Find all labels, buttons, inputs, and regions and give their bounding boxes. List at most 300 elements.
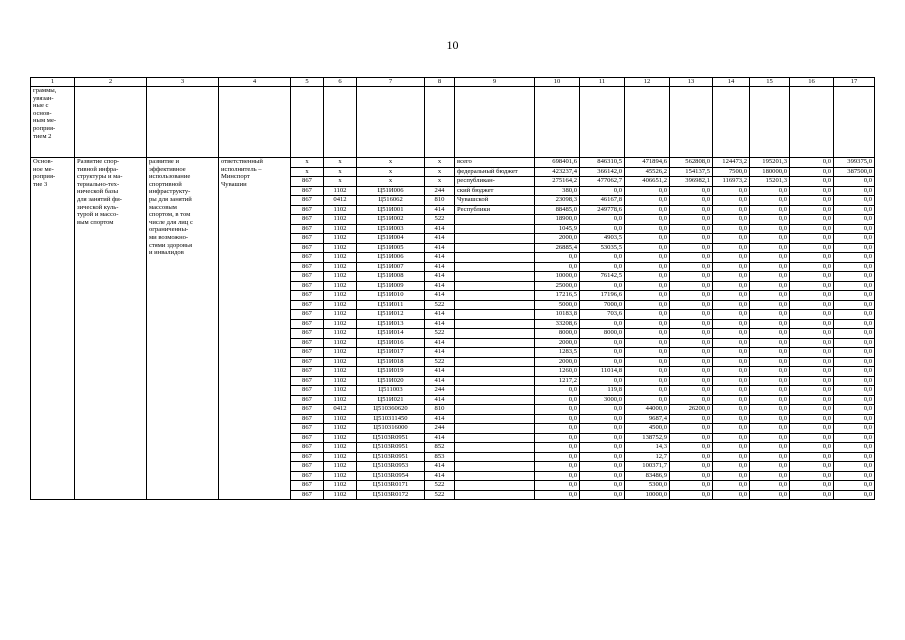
cell-c12: 0,0 xyxy=(625,186,670,196)
empty-cell xyxy=(324,87,357,158)
cell-c9 xyxy=(455,243,535,253)
cell-c15: 0,0 xyxy=(750,196,790,206)
cell-c16: 0,0 xyxy=(790,281,834,291)
cell-c13: 0,0 xyxy=(670,376,713,386)
cell-line: териально-тех- xyxy=(77,180,120,188)
cell-c7: Ц5103R0954 xyxy=(357,471,425,481)
cell-c5: 867 xyxy=(291,414,324,424)
cell-c6: 1102 xyxy=(324,329,357,339)
cell-c10: 33208,6 xyxy=(535,319,580,329)
cell-c17: 0,0 xyxy=(834,367,875,377)
cell-c9 xyxy=(455,319,535,329)
cell-c7: Ц5103R0172 xyxy=(357,490,425,500)
cell-c5: 867 xyxy=(291,424,324,434)
cell-c14: 0,0 xyxy=(713,234,750,244)
column-number-cell: 16 xyxy=(790,78,834,87)
continuation-line: роприя- xyxy=(33,124,56,132)
cell-c11: 53035,5 xyxy=(580,243,625,253)
cell-c7: Ц510316000 xyxy=(357,424,425,434)
cell-line: массовым xyxy=(149,203,177,211)
cell-c11: 0,0 xyxy=(580,490,625,500)
cell-c11: 0,0 xyxy=(580,452,625,462)
cell-c11: 119,8 xyxy=(580,386,625,396)
cell-c6: 1102 xyxy=(324,424,357,434)
cell-c11: 703,6 xyxy=(580,310,625,320)
continuation-line: увязан- xyxy=(33,94,54,102)
cell-line: инфраструкту- xyxy=(149,188,191,196)
cell-c5: 867 xyxy=(291,386,324,396)
cell-c14: 0,0 xyxy=(713,462,750,472)
cell-c14: 0,0 xyxy=(713,490,750,500)
cell-c7: Ц51И020 xyxy=(357,376,425,386)
cell-c13: 0,0 xyxy=(670,443,713,453)
cell-c12: 0,0 xyxy=(625,310,670,320)
cell-c12: 0,0 xyxy=(625,319,670,329)
cell-c17: 0,0 xyxy=(834,490,875,500)
cell-c6: 1102 xyxy=(324,462,357,472)
cell-c12: 45526,2 xyxy=(625,167,670,177)
cell-c14: 0,0 xyxy=(713,376,750,386)
cell-c6: 0412 xyxy=(324,405,357,415)
cell-c6: 1102 xyxy=(324,253,357,263)
cell-line: исполнитель – xyxy=(221,165,262,173)
cell-c14: 0,0 xyxy=(713,452,750,462)
cell-c6: 1102 xyxy=(324,291,357,301)
cell-line: ми возможно- xyxy=(149,233,189,241)
cell-c6: 1102 xyxy=(324,205,357,215)
cell-c17: 0,0 xyxy=(834,424,875,434)
cell-c14: 0,0 xyxy=(713,386,750,396)
cell-c8: 244 xyxy=(425,424,455,434)
cell-c9: Республики xyxy=(455,205,535,215)
continuation-line: основ- xyxy=(33,109,52,117)
cell-c12: 12,7 xyxy=(625,452,670,462)
cell-c10: 1260,0 xyxy=(535,367,580,377)
cell-c12: 0,0 xyxy=(625,224,670,234)
cell-c16: 0,0 xyxy=(790,196,834,206)
cell-c11: 0,0 xyxy=(580,414,625,424)
cell-c17: 0,0 xyxy=(834,338,875,348)
column-number-cell: 9 xyxy=(455,78,535,87)
cell-c13: 0,0 xyxy=(670,262,713,272)
cell-c12: 0,0 xyxy=(625,338,670,348)
cell-c6: 1102 xyxy=(324,357,357,367)
cell-c17: 0,0 xyxy=(834,234,875,244)
cell-c16: 0,0 xyxy=(790,310,834,320)
cell-c14: 0,0 xyxy=(713,395,750,405)
cell-c17: 0,0 xyxy=(834,405,875,415)
cell-line: зической куль- xyxy=(77,203,119,211)
cell-c15: 0,0 xyxy=(750,433,790,443)
cell-c11: 0,0 xyxy=(580,281,625,291)
cell-c6: 1102 xyxy=(324,186,357,196)
cell-c17: 0,0 xyxy=(834,281,875,291)
cell-c6: 0412 xyxy=(324,196,357,206)
cell-c15: 0,0 xyxy=(750,490,790,500)
cell-c10: 0,0 xyxy=(535,490,580,500)
cell-c12: 0,0 xyxy=(625,395,670,405)
cell-c7: Ц5103R0951 xyxy=(357,443,425,453)
cell-c13: 0,0 xyxy=(670,414,713,424)
cell-c5: 867 xyxy=(291,452,324,462)
cell-c11: 0,0 xyxy=(580,348,625,358)
cell-line: числе для лиц с xyxy=(149,218,193,226)
cell-c7: Ц51И018 xyxy=(357,357,425,367)
cell-c5: 867 xyxy=(291,395,324,405)
cell-c10: 0,0 xyxy=(535,452,580,462)
empty-cell xyxy=(147,87,219,158)
cell-c12: 4500,0 xyxy=(625,424,670,434)
cell-c5: 867 xyxy=(291,272,324,282)
cell-c11: 0,0 xyxy=(580,471,625,481)
cell-c10: 380,0 xyxy=(535,186,580,196)
column-number-cell: 1 xyxy=(31,78,75,87)
cell-line: для занятий фи- xyxy=(77,195,123,203)
cell-line: ограниченны- xyxy=(149,226,189,234)
cell-line: ответственный xyxy=(221,158,263,165)
cell-c16: 0,0 xyxy=(790,348,834,358)
cell-c9: федеральный бюджет xyxy=(455,167,535,177)
cell-c5: 867 xyxy=(291,224,324,234)
cell-c7: Ц511003 xyxy=(357,386,425,396)
cell-c12: 0,0 xyxy=(625,215,670,225)
cell-c13: 0,0 xyxy=(670,205,713,215)
cell-c7: Ц5103R0953 xyxy=(357,462,425,472)
cell-c11: 477062,7 xyxy=(580,177,625,187)
column-number-cell: 2 xyxy=(75,78,147,87)
cell-c11: 0,0 xyxy=(580,186,625,196)
cell-c11: 8000,0 xyxy=(580,329,625,339)
cell-c15: 195201,3 xyxy=(750,158,790,168)
cell-c5: 867 xyxy=(291,196,324,206)
cell-c5: 867 xyxy=(291,348,324,358)
cell-c15: 0,0 xyxy=(750,272,790,282)
cell-c17: 0,0 xyxy=(834,481,875,491)
cell-c17: 0,0 xyxy=(834,310,875,320)
column-number-cell: 12 xyxy=(625,78,670,87)
cell-c7: Ц5103R0171 xyxy=(357,481,425,491)
cell-c9 xyxy=(455,357,535,367)
cell-c17: 0,0 xyxy=(834,386,875,396)
cell-c16: 0,0 xyxy=(790,462,834,472)
cell-c9 xyxy=(455,424,535,434)
cell-c10: 0,0 xyxy=(535,395,580,405)
cell-c13: 0,0 xyxy=(670,253,713,263)
cell-c7: Ц51И003 xyxy=(357,224,425,234)
cell-c5: 867 xyxy=(291,215,324,225)
cell-c14: 0,0 xyxy=(713,348,750,358)
cell-c10: 0,0 xyxy=(535,433,580,443)
cell-c10: 25000,0 xyxy=(535,281,580,291)
cell-c8: 414 xyxy=(425,205,455,215)
cell-c13: 0,0 xyxy=(670,234,713,244)
cell-c10: 26885,4 xyxy=(535,243,580,253)
cell-c12: 0,0 xyxy=(625,376,670,386)
cell-line: структуры и ма- xyxy=(77,173,123,181)
cell-line: использование xyxy=(149,173,191,181)
cell-c13: 0,0 xyxy=(670,452,713,462)
cell-c7: Ц51И006 xyxy=(357,253,425,263)
cell-c10: 0,0 xyxy=(535,253,580,263)
cell-line: тивной инфра- xyxy=(77,165,119,173)
cell-c16: 0,0 xyxy=(790,424,834,434)
cell-c6: 1102 xyxy=(324,224,357,234)
cell-c17: 0,0 xyxy=(834,329,875,339)
cell-c10: 2000,0 xyxy=(535,338,580,348)
cell-c10: 1283,5 xyxy=(535,348,580,358)
cell-c8: 414 xyxy=(425,243,455,253)
cell-c6: 1102 xyxy=(324,471,357,481)
cell-c6: 1102 xyxy=(324,281,357,291)
cell-c14: 0,0 xyxy=(713,310,750,320)
cell-c12: 0,0 xyxy=(625,234,670,244)
cell-c8: 522 xyxy=(425,481,455,491)
cell-c10: 698401,6 xyxy=(535,158,580,168)
cell-c15: 0,0 xyxy=(750,357,790,367)
cell-c15: 0,0 xyxy=(750,376,790,386)
cell-c5: 867 xyxy=(291,367,324,377)
cell-c15: 0,0 xyxy=(750,215,790,225)
cell-line: Основ- xyxy=(33,158,53,165)
cell-c16: 0,0 xyxy=(790,338,834,348)
empty-cell xyxy=(580,87,625,158)
cell-c16: 0,0 xyxy=(790,158,834,168)
empty-cell xyxy=(790,87,834,158)
cell-c5: 867 xyxy=(291,205,324,215)
cell-c13: 26200,0 xyxy=(670,405,713,415)
cell-c5: 867 xyxy=(291,291,324,301)
table-body xyxy=(31,78,875,500)
cell-c6: 1102 xyxy=(324,319,357,329)
cell-c16: 0,0 xyxy=(790,234,834,244)
cell-c8: 810 xyxy=(425,405,455,415)
cell-line: эффективное xyxy=(149,165,186,173)
cell-c6: 1102 xyxy=(324,215,357,225)
cell-c13: 0,0 xyxy=(670,348,713,358)
cell-c10: 0,0 xyxy=(535,262,580,272)
cell-c14: 0,0 xyxy=(713,224,750,234)
cell-c13: 0,0 xyxy=(670,386,713,396)
cell-c8: 522 xyxy=(425,357,455,367)
cell-c15: 0,0 xyxy=(750,291,790,301)
cell-c14: 0,0 xyxy=(713,405,750,415)
cell-c9 xyxy=(455,215,535,225)
cell-c15: 0,0 xyxy=(750,481,790,491)
cell-c10: 1217,2 xyxy=(535,376,580,386)
cell-line: ры для занятий xyxy=(149,195,192,203)
cell-c15: 0,0 xyxy=(750,300,790,310)
cell-c7: x xyxy=(357,177,425,187)
cell-c5: 867 xyxy=(291,262,324,272)
cell-c14: 0,0 xyxy=(713,471,750,481)
cell-c15: 180000,0 xyxy=(750,167,790,177)
cell-c5: 867 xyxy=(291,462,324,472)
cell-c16: 0,0 xyxy=(790,262,834,272)
cell-c9 xyxy=(455,348,535,358)
cell-c9 xyxy=(455,490,535,500)
cell-c13: 0,0 xyxy=(670,300,713,310)
cell-c10: 8000,0 xyxy=(535,329,580,339)
cell-c17: 0,0 xyxy=(834,253,875,263)
cell-c8: 414 xyxy=(425,291,455,301)
cell-c13: 0,0 xyxy=(670,224,713,234)
cell-c8: 414 xyxy=(425,462,455,472)
cell-c6: x xyxy=(324,158,357,168)
cell-c11: 46167,8 xyxy=(580,196,625,206)
cell-c8: 414 xyxy=(425,367,455,377)
cell-c7: Ц5103R0951 xyxy=(357,452,425,462)
cell-c12: 9687,4 xyxy=(625,414,670,424)
cell-c12: 83486,9 xyxy=(625,471,670,481)
cell-c11: 0,0 xyxy=(580,481,625,491)
continuation-line: ные с xyxy=(33,102,49,110)
cell-c14: 0,0 xyxy=(713,443,750,453)
cell-c8: 414 xyxy=(425,272,455,282)
cell-c15: 0,0 xyxy=(750,405,790,415)
cell-c12: 0,0 xyxy=(625,196,670,206)
cell-c12: 0,0 xyxy=(625,367,670,377)
cell-c17: 0,0 xyxy=(834,224,875,234)
cell-c10: 10000,0 xyxy=(535,272,580,282)
cell-c11: 17196,6 xyxy=(580,291,625,301)
cell-c9 xyxy=(455,234,535,244)
cell-c10: 10183,8 xyxy=(535,310,580,320)
cell-c9 xyxy=(455,281,535,291)
cell-c12: 0,0 xyxy=(625,262,670,272)
cell-c12: 0,0 xyxy=(625,357,670,367)
cell-c8: x xyxy=(425,167,455,177)
cell-c9 xyxy=(455,310,535,320)
cell-c10: 88485,0 xyxy=(535,205,580,215)
column-number-cell: 11 xyxy=(580,78,625,87)
cell-c6: 1102 xyxy=(324,433,357,443)
cell-c7: Ц51И010 xyxy=(357,291,425,301)
cell-c7: Ц51И013 xyxy=(357,319,425,329)
cell-c8: 414 xyxy=(425,395,455,405)
cell-c15: 0,0 xyxy=(750,395,790,405)
cell-c15: 0,0 xyxy=(750,224,790,234)
cell-c16: 0,0 xyxy=(790,405,834,415)
cell-c7: Ц51И011 xyxy=(357,300,425,310)
cell-c14: 0,0 xyxy=(713,262,750,272)
cell-c13: 0,0 xyxy=(670,462,713,472)
cell-c5: 867 xyxy=(291,490,324,500)
cell-c7: Ц51И019 xyxy=(357,367,425,377)
cell-c5: 867 xyxy=(291,329,324,339)
cell-c17: 0,0 xyxy=(834,186,875,196)
cell-c12: 0,0 xyxy=(625,300,670,310)
cell-c9: всего xyxy=(455,158,535,168)
cell-c7: Ц51И017 xyxy=(357,348,425,358)
cell-c5: 867 xyxy=(291,471,324,481)
cell-line: турой и массо- xyxy=(77,211,119,219)
cell-c17: 0,0 xyxy=(834,452,875,462)
cell-c14: 0,0 xyxy=(713,338,750,348)
table-row xyxy=(31,158,875,168)
cell-c14: 7500,0 xyxy=(713,167,750,177)
cell-c5: 867 xyxy=(291,234,324,244)
cell-c12: 0,0 xyxy=(625,205,670,215)
cell-c10: 0,0 xyxy=(535,424,580,434)
cell-c15: 0,0 xyxy=(750,462,790,472)
column-number-cell: 6 xyxy=(324,78,357,87)
cell-c16: 0,0 xyxy=(790,205,834,215)
cell-c11: 7000,0 xyxy=(580,300,625,310)
cell-c8: 414 xyxy=(425,376,455,386)
cell-c9 xyxy=(455,376,535,386)
cell-c16: 0,0 xyxy=(790,395,834,405)
cell-c6: x xyxy=(324,167,357,177)
cell-c5: 867 xyxy=(291,177,324,187)
cell-c8: 522 xyxy=(425,329,455,339)
empty-cell xyxy=(535,87,580,158)
continuation-row xyxy=(31,87,875,158)
cell-c17: 0,0 xyxy=(834,462,875,472)
cell-c7: x xyxy=(357,167,425,177)
cell-c13: 0,0 xyxy=(670,490,713,500)
cell-c14: 0,0 xyxy=(713,243,750,253)
column-number-row xyxy=(31,78,875,87)
cell-c17: 387500,0 xyxy=(834,167,875,177)
cell-c16: 0,0 xyxy=(790,357,834,367)
cell-c9: республикан- xyxy=(455,177,535,187)
event-name-cell xyxy=(31,158,75,500)
cell-c14: 0,0 xyxy=(713,414,750,424)
cell-c17: 0,0 xyxy=(834,300,875,310)
cell-c16: 0,0 xyxy=(790,167,834,177)
cell-c13: 0,0 xyxy=(670,186,713,196)
cell-c10: 2000,0 xyxy=(535,357,580,367)
cell-c8: 853 xyxy=(425,452,455,462)
cell-c10: 0,0 xyxy=(535,481,580,491)
cell-c13: 562808,0 xyxy=(670,158,713,168)
continuation-line: граммы, xyxy=(33,87,57,94)
cell-c17: 0,0 xyxy=(834,395,875,405)
cell-c16: 0,0 xyxy=(790,481,834,491)
cell-c12: 10000,0 xyxy=(625,490,670,500)
cell-c8: 414 xyxy=(425,471,455,481)
cell-c11: 0,0 xyxy=(580,215,625,225)
cell-c15: 0,0 xyxy=(750,424,790,434)
cell-c16: 0,0 xyxy=(790,224,834,234)
cell-c9 xyxy=(455,405,535,415)
cell-c11: 846310,5 xyxy=(580,158,625,168)
cell-c5: 867 xyxy=(291,405,324,415)
cell-c8: 414 xyxy=(425,338,455,348)
cell-line: спортом, в том xyxy=(149,211,191,219)
cell-c13: 0,0 xyxy=(670,310,713,320)
cell-c11: 76142,5 xyxy=(580,272,625,282)
cell-c10: 0,0 xyxy=(535,414,580,424)
cell-c17: 0,0 xyxy=(834,319,875,329)
cell-c13: 0,0 xyxy=(670,338,713,348)
cell-c14: 0,0 xyxy=(713,205,750,215)
cell-c9 xyxy=(455,329,535,339)
cell-c13: 0,0 xyxy=(670,281,713,291)
cell-line: тие 3 xyxy=(33,180,48,188)
cell-c6: 1102 xyxy=(324,310,357,320)
cell-c6: 1102 xyxy=(324,490,357,500)
cell-c9 xyxy=(455,338,535,348)
cell-c9: ский бюджет xyxy=(455,186,535,196)
cell-line: и инвалидов xyxy=(149,249,184,257)
cell-c12: 0,0 xyxy=(625,243,670,253)
cell-c5: 867 xyxy=(291,338,324,348)
cell-c12: 44000,0 xyxy=(625,405,670,415)
cell-c16: 0,0 xyxy=(790,291,834,301)
cell-c10: 0,0 xyxy=(535,471,580,481)
cell-c9 xyxy=(455,224,535,234)
